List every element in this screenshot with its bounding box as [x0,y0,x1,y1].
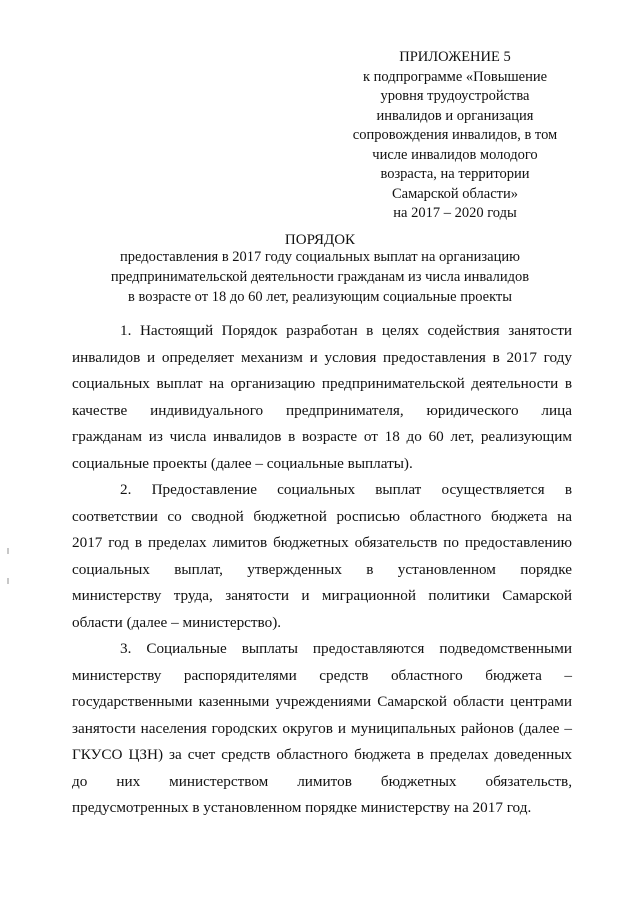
appendix-line: ПРИЛОЖЕНИЕ 5 [399,49,511,65]
paragraph-line: 2. Предоставление социальных выплат осуществляется в [120,481,572,498]
appendix-line: на 2017 – 2020 годы [393,205,517,221]
document-subtitle [0,247,640,307]
paragraph-line: инвалидов и определяет механизм и условия предоставления в 2017 году [72,348,572,366]
paragraph-line: 2017 год в пределах лимитов бюджетных обязательств по предоставлению [72,534,572,551]
appendix-line: числе инвалидов молодого [372,146,538,163]
document-body [72,318,572,822]
paragraph-line: министерству распорядителями средств областного бюджета – [72,666,572,684]
margin-mark [7,578,9,584]
appendix-line: уровня трудоустройства [380,88,530,104]
paragraph-2 [72,477,572,636]
paragraph-line: 1. Настоящий Порядок разработан в целях содействия занятости [120,322,572,339]
appendix-line: инвалидов и организация [376,107,534,124]
paragraph-line: ГКУСО ЦЗН) за счет средств областного бюджета в пределах доведенных [72,746,572,763]
subtitle-line: предпринимательской деятельности гражданам из числа инвалидов [110,269,530,285]
paragraph-line: министерству труда, занятости и миграционной политики Самарской [72,587,572,604]
appendix-line: возраста, на территории [380,166,530,182]
paragraph-3 [72,636,572,822]
paragraph-1 [72,318,572,477]
paragraph-line: социальных выплат на организацию предпринимательской деятельности в [72,375,572,392]
paragraph-line: качестве индивидуального предпринимателя, юридического лица [72,401,572,419]
appendix-header [330,48,580,224]
document-title: ПОРЯДОК [284,232,356,248]
paragraph-line: государственными казенными учреждениями Самарской области центрами [72,693,572,710]
appendix-line: Самарской области» [392,185,518,202]
paragraph-line: предусмотренных в установленном порядке министерству на 2017 год. [72,799,532,816]
paragraph-line: социальных выплат, утвержденных в установленном порядке [72,560,572,578]
margin-mark [7,548,9,554]
appendix-line: к подпрограмме «Повышение [362,68,548,85]
appendix-line: сопровождения инвалидов, в том [352,127,558,143]
paragraph-line: 3. Социальные выплаты предоставляются подведомственными [120,640,572,657]
paragraph-line: соответствии со сводной бюджетной росписью областного бюджета на [72,507,572,525]
paragraph-line: до них министерством лимитов бюджетных обязательств, [72,772,572,790]
paragraph-line: области (далее – министерство). [72,613,282,631]
paragraph-line: занятости населения городских округов и муниципальных районов (далее – [72,719,572,737]
subtitle-line: в возрасте от 18 до 60 лет, реализующим социальные проекты [127,289,513,305]
subtitle-line: предоставления в 2017 году социальных выплат на организацию [120,249,520,265]
paragraph-line: социальные проекты (далее – социальные выплаты). [72,454,413,472]
paragraph-line: гражданам из числа инвалидов в возрасте от 18 до 60 лет, реализующим [72,428,572,445]
